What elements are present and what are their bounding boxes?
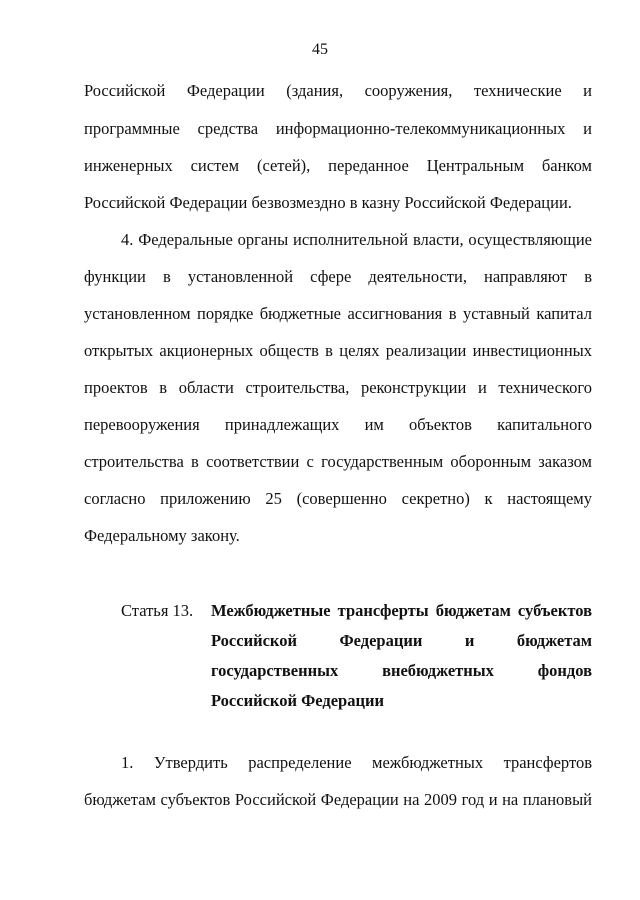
text-line: бюджетам субъектов Российской Федерации на 2009 год и на плановый	[84, 790, 592, 809]
text-line: Российской Федерации безвозмездно в казну Российской Федерации.	[84, 193, 572, 212]
article-title-line: Российской Федерации	[211, 691, 384, 710]
text-line: открытых акционерных обществ в целях реализации инвестиционных	[84, 341, 592, 360]
article-title-line: Российской Федерации и бюджетам	[211, 631, 592, 650]
text-line: перевооружения принадлежащих им объектов капитального	[84, 415, 592, 434]
text-line: установленном порядке бюджетные ассигнования в уставный капитал	[84, 304, 592, 323]
text-line: строительства в соответствии с государственным оборонным заказом	[84, 452, 592, 471]
text-line: Федеральному закону.	[84, 526, 240, 545]
text-line: программные средства информационно-телекоммуникационных и	[84, 119, 592, 138]
text-line: проектов в области строительства, реконструкции и технического	[84, 378, 592, 397]
text-line: Российской Федерации (здания, сооружения, технические и	[84, 81, 592, 100]
text-line: согласно приложению 25 (совершенно секретно) к настоящему	[84, 489, 592, 508]
article-title-line: государственных внебюджетных фондов	[211, 661, 592, 680]
text-line: инженерных систем (сетей), переданное Центральным банком	[84, 156, 592, 175]
article-label: Статья 13.	[121, 601, 194, 620]
page-number: 45	[312, 41, 328, 58]
text-line: 4. Федеральные органы исполнительной власти, осуществляющие	[121, 230, 592, 249]
article-title-line: Межбюджетные трансферты бюджетам субъектов	[211, 601, 592, 620]
text-line: 1. Утвердить распределение межбюджетных трансфертов	[121, 753, 592, 772]
text-line: функции в установленной сфере деятельности, направляют в	[84, 267, 592, 286]
